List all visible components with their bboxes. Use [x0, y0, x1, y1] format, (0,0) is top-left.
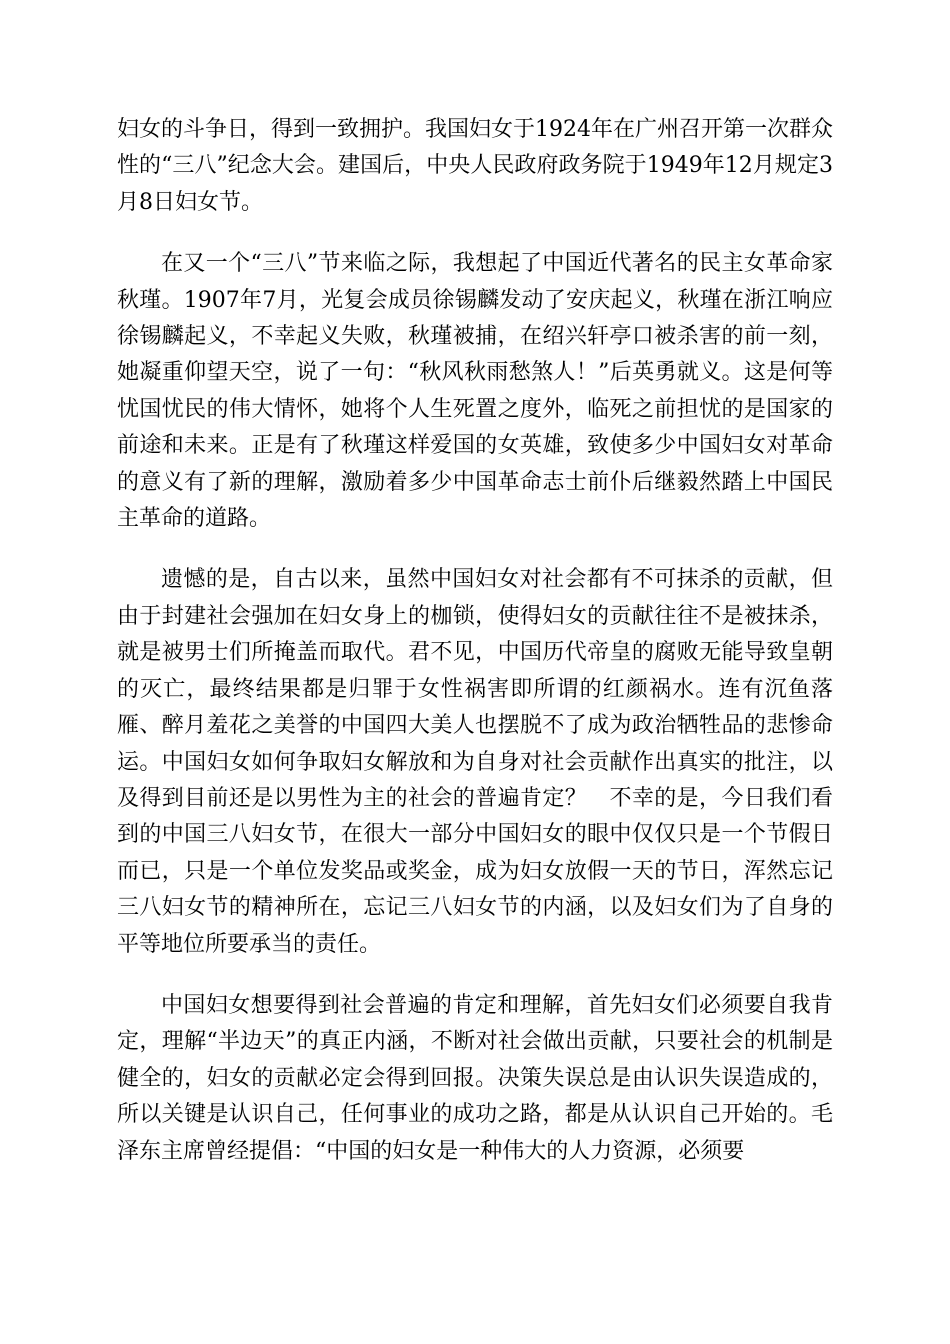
document-page	[117, 112, 833, 1195]
paragraph-2: 在又一个“三八”节来临之际，我想起了中国近代著名的民主女革命家秋瑾。1907年7月，光复会成员徐锡麟发动了安庆起义，秋瑾在浙江响应徐锡麟起义，不幸起义失败，秋瑾被捕，在绍兴轩亭口被杀害的前一刻，她凝重仰望天空，说了一句：“秋风秋雨愁煞人！”后英勇就义。这是何等忧国忧民的伟大情怀，她将个人生死置之度外，临死之前担忧的是国家的前途和未来。正是有了秋瑾这样爱国的女英雄，致使多少中国妇女对革命的意义有了新的理解，激励着多少中国革命志士前仆后继毅然踏上中国民主革命的道路。	[117, 251, 833, 532]
paragraph-4: 中国妇女想要得到社会普遍的肯定和理解，首先妇女们必须要自我肯定，理解“半边天”的真正内涵，不断对社会做出贡献，只要社会的机制是健全的，妇女的贡献必定会得到回报。决策失误总是由认识失误造成的，所以关键是认识自己，任何事业的成功之路，都是从认识自己开始的。毛泽东主席曾经提倡：“中国的妇女是一种伟大的人力资源，必须要	[117, 992, 833, 1164]
paragraph-1: 妇女的斗争日，得到一致拥护。我国妇女于1924年在广州召开第一次群众性的“三八”纪念大会。建国后，中央人民政府政务院于1949年12月规定3月8日妇女节。	[117, 117, 833, 215]
paragraph-3: 遗憾的是，自古以来，虽然中国妇女对社会都有不可抹杀的贡献，但由于封建社会强加在妇女身上的枷锁，使得妇女的贡献往往不是被抹杀，就是被男士们所掩盖而取代。君不见，中国历代帝皇的腐败无能导致皇朝的灭亡，最终结果都是归罪于女性祸害即所谓的红颜祸水。连有沉鱼落雁、醉月羞花之美誉的中国四大美人也摆脱不了成为政治牺牲品的悲惨命运。中国妇女如何争取妇女解放和为自身对社会贡献作出真实的批注，以及得到目前还是以男性为主的社会的普遍肯定？ 不幸的是，今日我们看到的中国三八妇女节，在很大一部分中国妇女的眼中仅仅只是一个节假日而已，只是一个单位发奖品或奖金，成为妇女放假一天的节日，浑然忘记三八妇女节的精神所在，忘记三八妇女节的内涵，以及妇女们为了自身的平等地位所要承当的责任。	[117, 567, 833, 957]
